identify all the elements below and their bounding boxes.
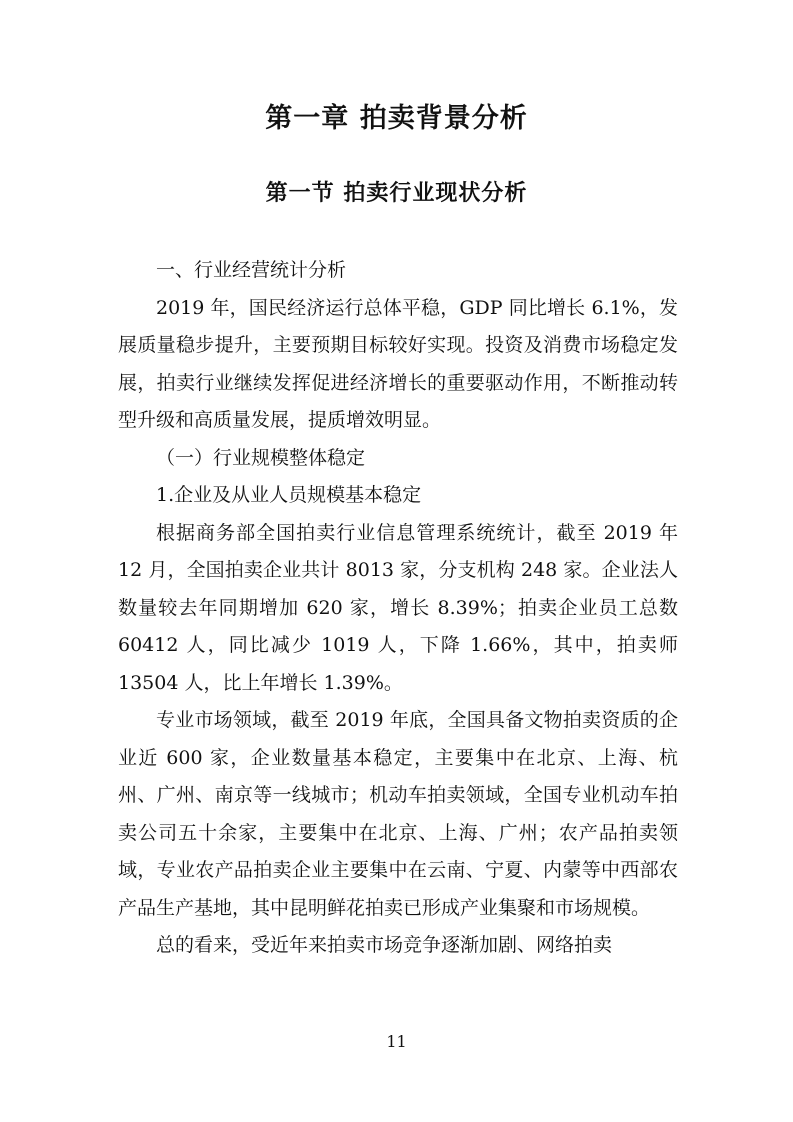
heading-level-3: 1.企业及从业人员规模基本稳定 <box>156 484 422 506</box>
body-text <box>118 252 678 965</box>
section-title: 第一节 拍卖行业现状分析 <box>265 181 528 206</box>
page-number: 11 <box>386 1032 407 1051</box>
paragraph: 2019 年，国民经济运行总体平稳，GDP 同比增长 6.1%，发展质量稳步提升，主要预期目标较好实现。投资及消费市场稳定发展，拍卖行业继续发挥促进经济增长的重要驱动作用，不断推动转型升级和高质量发展，提质增效明显。 <box>118 296 678 431</box>
chapter-title: 第一章 拍卖背景分析 <box>265 103 528 134</box>
heading-level-2: （一）行业规模整体稳定 <box>156 446 366 469</box>
paragraph: 总的看来，受近年来拍卖市场竞争逐渐加剧、网络拍卖 <box>156 934 613 956</box>
heading-level-1: 一、行业经营统计分析 <box>156 259 347 281</box>
paragraph: 根据商务部全国拍卖行业信息管理系统统计，截至 2019 年 12 月，全国拍卖企业共计 8013 家，分支机构 248 家。企业法人数量较去年同期增加 620 家，增长 8.39%；拍卖企业员工总数 60412 人，同比减少 1019 人，下降 1.66%，其中，拍卖师 13504 人，比上年增长 1.39%。 <box>118 521 678 694</box>
paragraph: 专业市场领域，截至 2019 年底，全国具备文物拍卖资质的企业近 600 家，企业数量基本稳定，主要集中在北京、上海、杭州、广州、南京等一线城市；机动车拍卖领域，全国专业机动车拍卖公司五十余家，主要集中在北京、上海、广州；农产品拍卖领域，专业农产品拍卖企业主要集中在云南、宁夏、内蒙等中西部农产品生产基地，其中昆明鲜花拍卖已形成产业集聚和市场规模。 <box>118 709 678 919</box>
